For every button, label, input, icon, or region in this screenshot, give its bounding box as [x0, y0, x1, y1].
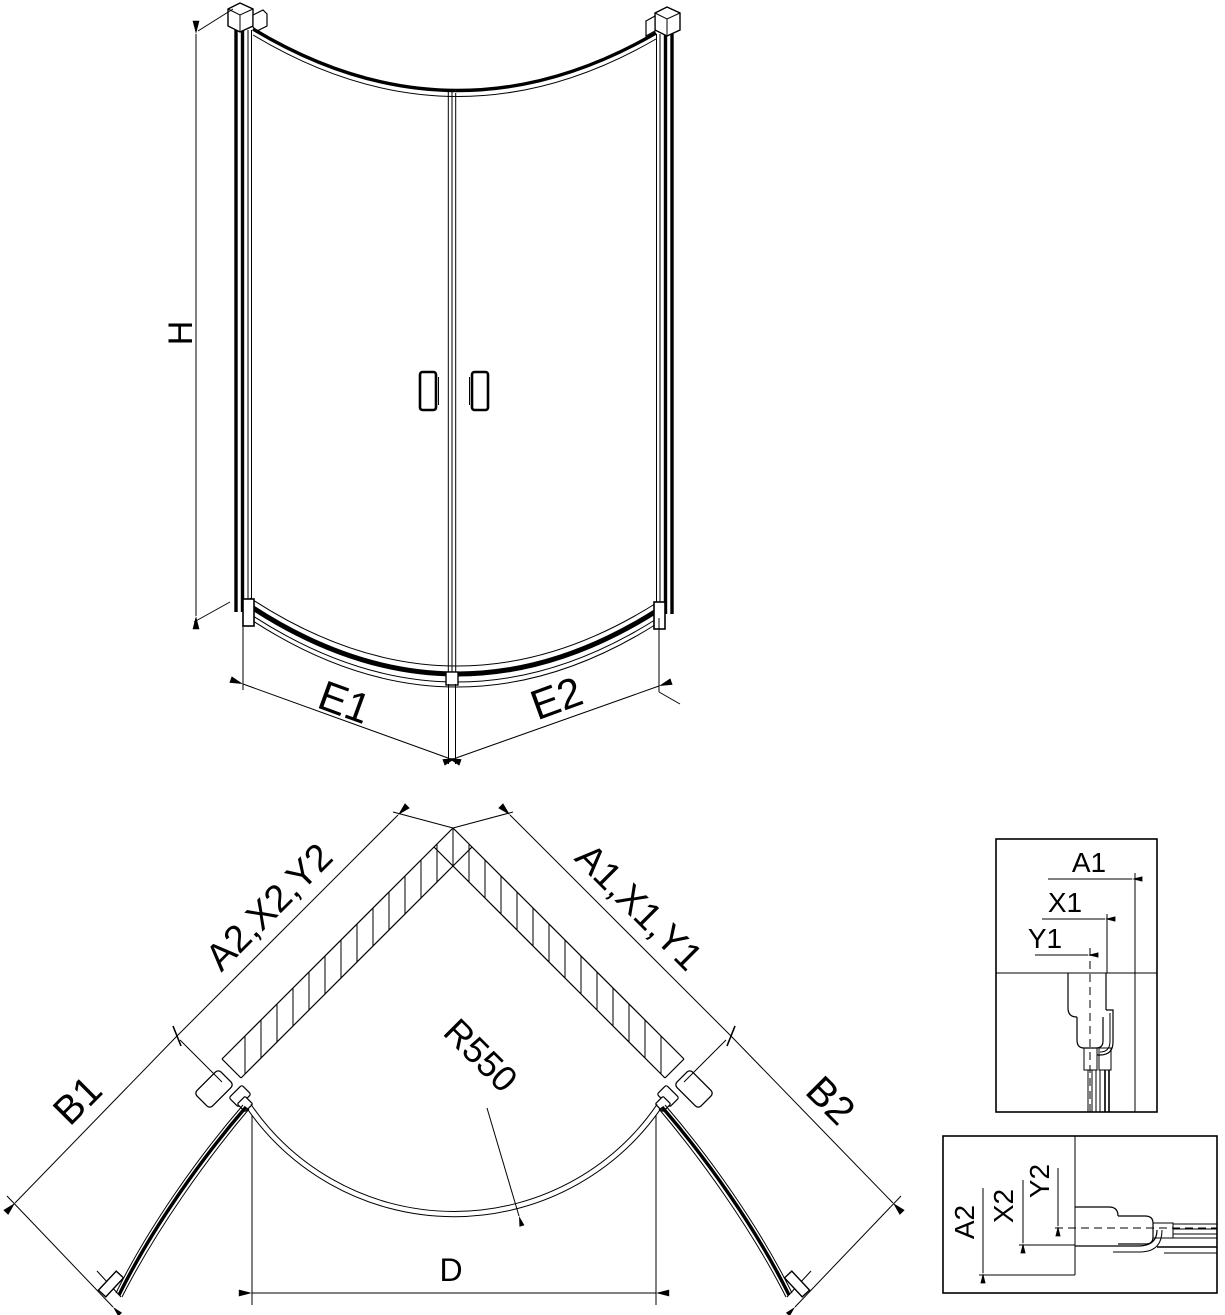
label-detail-x2: X2	[988, 1188, 1019, 1224]
detail-view-bottom	[943, 1136, 1217, 1293]
label-b1: B1	[44, 1067, 111, 1134]
label-detail-a2: A2	[949, 1204, 980, 1240]
plan-view	[7, 812, 901, 1307]
label-a1x1y1: A1,X1,Y1	[566, 835, 711, 980]
door-open-left	[97, 1105, 249, 1297]
elevation-view	[162, 3, 680, 764]
label-b2: B2	[797, 1067, 864, 1134]
wall-end-right	[655, 1069, 714, 1112]
label-detail-a1: A1	[1071, 847, 1107, 878]
top-frame-curve	[253, 29, 656, 97]
b2-dimension	[731, 1036, 901, 1307]
e2-dimension	[456, 618, 681, 764]
label-e1: E1	[312, 671, 377, 734]
right-profile-top-cap	[646, 7, 680, 36]
e1-dimension	[243, 614, 449, 764]
right-wall-profile	[646, 7, 680, 614]
d-dimension	[252, 1115, 656, 1305]
a2-dimension	[173, 812, 453, 1082]
label-e2: E2	[524, 667, 589, 730]
door-handle-right	[470, 372, 489, 410]
label-detail-x1: X1	[1047, 887, 1083, 918]
door-open-right	[659, 1105, 811, 1297]
detail-bottom-profile-section	[1075, 1207, 1217, 1253]
detail-view-top	[996, 839, 1157, 1112]
curved-glass-arc	[247, 1104, 662, 1216]
h-dimension	[162, 9, 233, 622]
left-profile-top-cap	[228, 3, 267, 32]
left-wall-profile	[228, 3, 267, 612]
label-d: D	[439, 1252, 463, 1288]
door-handle-left	[420, 372, 439, 410]
label-h: H	[162, 320, 200, 346]
label-r550: R550	[435, 1010, 526, 1101]
bottom-rail	[243, 598, 665, 687]
r550-leader	[436, 1010, 526, 1216]
label-detail-y1: Y1	[1027, 923, 1063, 954]
center-door-seam	[448, 92, 455, 678]
detail-bottom-dimensions	[949, 1164, 1058, 1273]
label-detail-y2: Y2	[1024, 1163, 1055, 1199]
b1-dimension	[7, 1036, 177, 1307]
detail-top-dimensions	[1028, 847, 1132, 955]
label-a2x2y2: A2,X2,Y2	[197, 835, 342, 980]
